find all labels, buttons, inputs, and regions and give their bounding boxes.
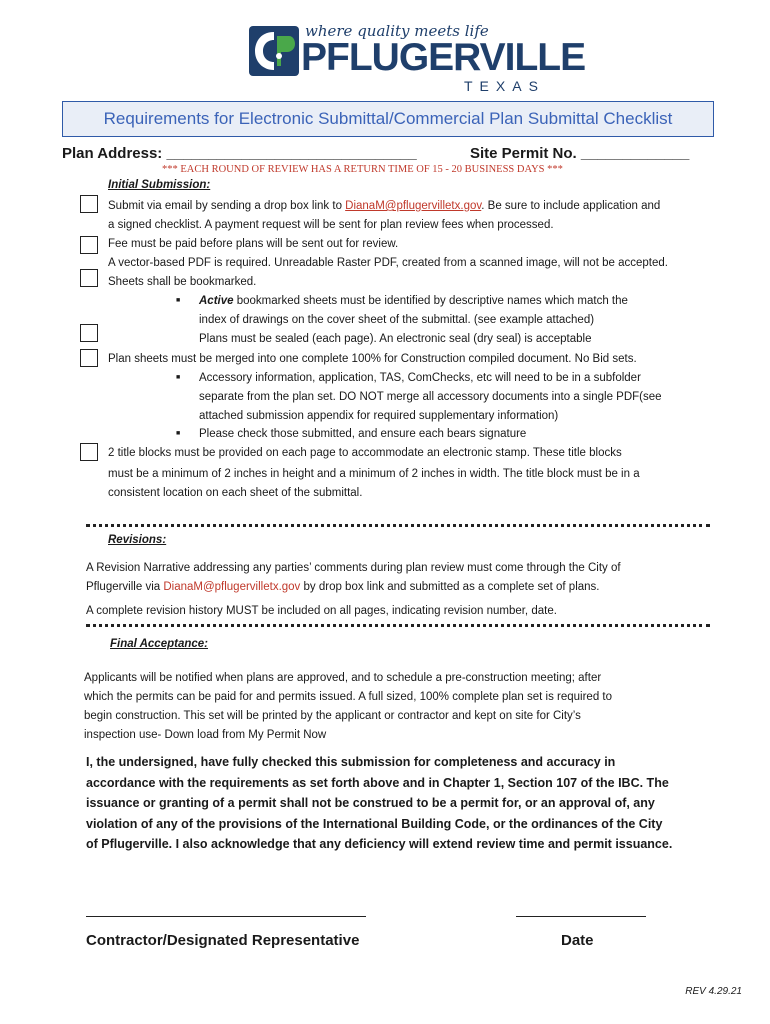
declaration-line3: issuance or granting of a permit shall not be construed to be a permit for, or an approval of, any	[86, 796, 655, 810]
item-title-blocks-line2: must be a minimum of 2 inches in height and a minimum of 2 inches in width. The title block must be in a	[108, 468, 640, 480]
document-title: Requirements for Electronic Submittal/Commercial Plan Submittal Checklist	[103, 109, 673, 128]
sub-item-plans-sealed: Plans must be sealed (each page). An electronic seal (dry seal) is acceptable	[199, 333, 592, 345]
date-label: Date	[561, 932, 594, 949]
section-divider	[86, 524, 710, 527]
city-tagline: where quality meets life	[305, 22, 489, 40]
declaration-line5: of Pflugerville. I also acknowledge that any deficiency will extend review time and permit issuance.	[86, 837, 673, 851]
bullet-icon: ■	[176, 297, 181, 304]
item-submit-email-line2: a signed checklist. A payment request will be sent for plan review fees when processed.	[108, 219, 554, 231]
checkbox-plans-merged[interactable]	[80, 349, 98, 367]
revisions-heading: Revisions:	[108, 534, 167, 546]
site-permit-field[interactable]: Site Permit No. _____________	[470, 145, 690, 162]
contractor-label: Contractor/Designated Representative	[86, 932, 360, 949]
sub-item-accessory-info: Accessory information, application, TAS, ComChecks, etc will need to be in a subfolder	[199, 372, 641, 384]
checkbox-fee-paid[interactable]	[80, 236, 98, 254]
checkbox-submit-email[interactable]	[80, 195, 98, 213]
revisions-line1: A Revision Narrative addressing any parties’ comments during plan review must come through the City of	[86, 562, 621, 574]
sub-item-active-bookmarks: Active bookmarked sheets must be identified by descriptive names which match the	[199, 295, 628, 307]
checkbox-vector-pdf[interactable]	[80, 269, 98, 287]
plan-address-field[interactable]: Plan Address: ______________________________	[62, 145, 417, 162]
sub-item-index-drawings: index of drawings on the cover sheet of the submittal. (see example attached)	[199, 314, 595, 326]
final-line3: begin construction. This set will be printed by the applicant or contractor and kept on site for City’s	[84, 710, 581, 722]
item-fee-paid: Fee must be paid before plans will be sent out for review.	[108, 238, 399, 250]
bullet-icon: ■	[176, 430, 181, 437]
contractor-signature-line[interactable]	[86, 916, 366, 917]
review-time-note: *** EACH ROUND OF REVIEW HAS A RETURN TIME OF 15 - 20 BUSINESS DAYS ***	[162, 164, 563, 175]
checkbox-plans-sealed[interactable]	[80, 324, 98, 342]
final-acceptance-heading: Final Acceptance:	[110, 638, 208, 650]
city-logo-icon	[249, 26, 299, 76]
item-title-blocks: 2 title blocks must be provided on each page to accommodate an electronic stamp. These title blocks	[108, 447, 622, 459]
checkbox-title-blocks[interactable]	[80, 443, 98, 461]
declaration-line4: violation of any of the provisions of the International Building Code, or the ordinances of the City	[86, 817, 663, 831]
section-divider	[86, 624, 710, 627]
item-plans-merged: Plan sheets must be merged into one complete 100% for Construction compiled document. No Bid sets.	[108, 353, 637, 365]
sub-item-accessory-info-line2: separate from the plan set. DO NOT merge all accessory documents into a single PDF(see	[199, 391, 662, 403]
item-bookmarked: Sheets shall be bookmarked.	[108, 276, 257, 288]
state-name: TEXAS	[464, 78, 545, 94]
revision-code: REV 4.29.21	[685, 986, 742, 997]
declaration-line1: I, the undersigned, have fully checked this submission for completeness and accuracy in	[86, 755, 616, 769]
sub-item-accessory-info-line3: attached submission appendix for required supplementary information)	[199, 410, 559, 422]
initial-submission-heading: Initial Submission:	[108, 179, 211, 191]
final-line4: inspection use- Down load from My Permit Now	[84, 729, 327, 741]
revisions-line3: A complete revision history MUST be included on all pages, indicating revision number, date.	[86, 605, 557, 617]
final-line1: Applicants will be notified when plans are approved, and to schedule a pre-construction meeting; after	[84, 672, 602, 684]
revisions-line2: Pflugerville via DianaM@pflugervilletx.gov by drop box link and submitted as a complete set of plans.	[86, 581, 600, 593]
email-link[interactable]: DianaM@pflugervilletx.gov	[345, 200, 482, 212]
final-line2: which the permits can be paid for and permits issued. A full sized, 100% complete plan set is required to	[84, 691, 613, 703]
sub-item-check-submitted: Please check those submitted, and ensure each bears signature	[199, 428, 527, 440]
bullet-icon: ■	[176, 374, 181, 381]
item-vector-pdf: A vector-based PDF is required. Unreadable Raster PDF, created from a scanned image, will not be accepted.	[108, 257, 668, 269]
date-signature-line[interactable]	[516, 916, 646, 917]
city-name-logo: PFLUGERVILLE	[301, 36, 586, 79]
revisions-email-link[interactable]: DianaM@pflugervilletx.gov	[163, 581, 301, 593]
item-title-blocks-line3: consistent location on each sheet of the submittal.	[108, 487, 363, 499]
declaration-line2: accordance with the requirements as set forth above and in Chapter 1, Section 107 of the IBC. The	[86, 776, 669, 790]
item-submit-email: Submit via email by sending a drop box link to DianaM@pflugervilletx.gov. Be sure to include application and	[108, 200, 661, 212]
title-banner	[62, 101, 714, 137]
